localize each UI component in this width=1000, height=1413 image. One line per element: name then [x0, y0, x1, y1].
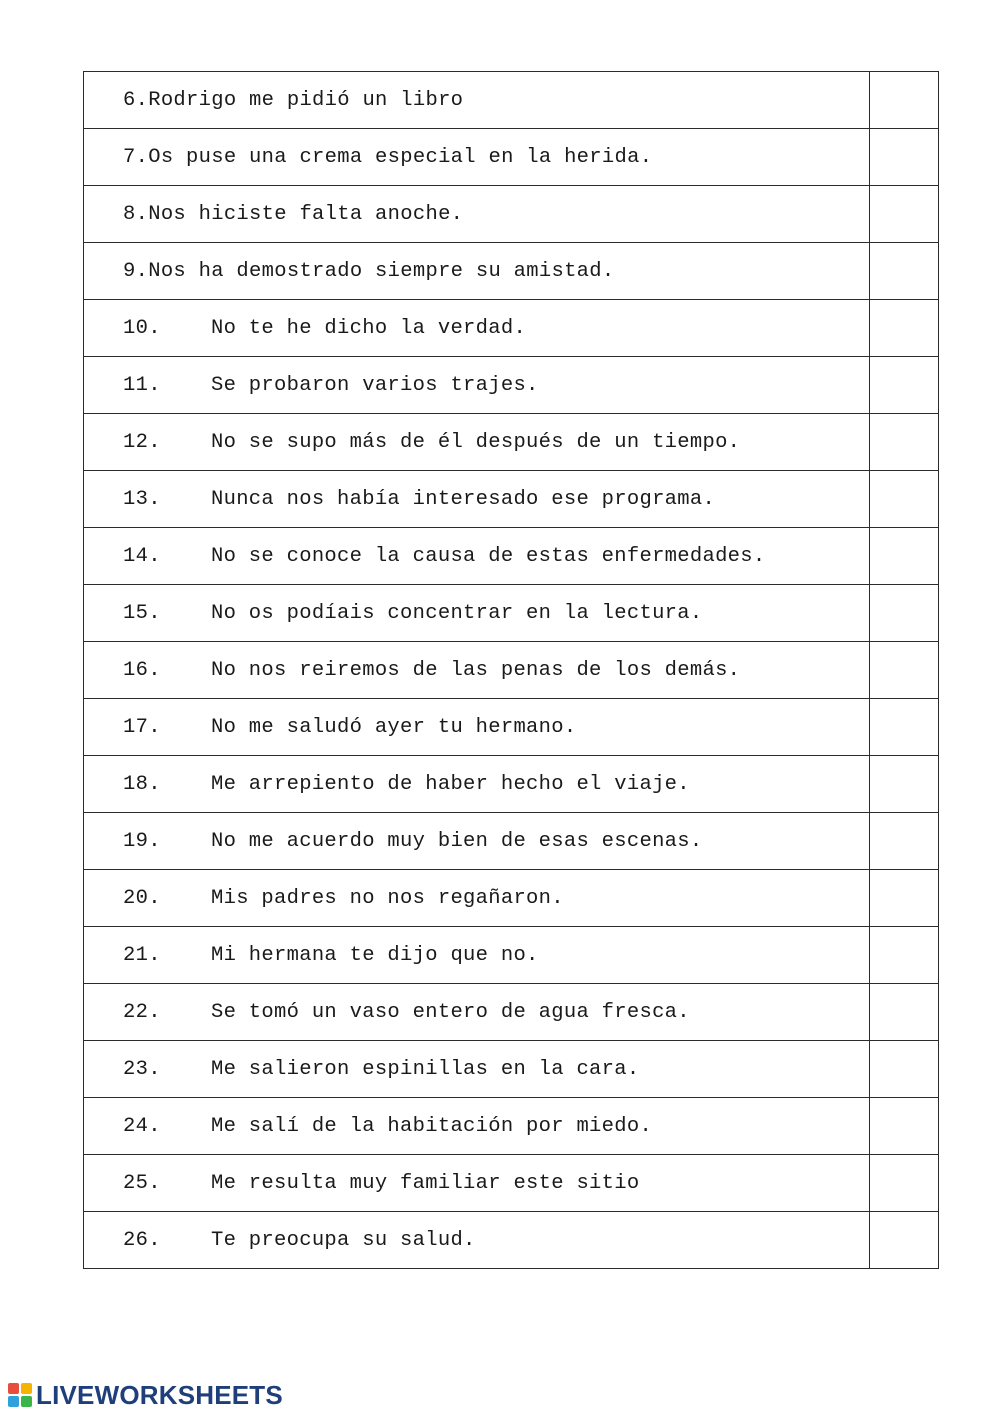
answer-box[interactable] — [870, 813, 939, 870]
exercise-sentence-cell — [84, 129, 870, 186]
logo-blocks-icon — [8, 1383, 32, 1407]
exercise-sentence-cell — [84, 471, 870, 528]
exercise-text: No se conoce la causa de estas enfermedades. — [211, 544, 766, 568]
answer-box[interactable] — [870, 585, 939, 642]
exercise-sentence — [84, 830, 869, 853]
exercise-text: No nos reiremos de las penas de los demás. — [211, 658, 741, 682]
exercise-text: Te preocupa su salud. — [211, 1228, 476, 1252]
exercise-sentence — [84, 1115, 869, 1138]
exercise-number: 18. — [123, 772, 161, 796]
exercise-sentence-cell — [84, 984, 870, 1041]
exercise-number: 25. — [123, 1171, 161, 1195]
exercise-sentence — [84, 659, 869, 682]
logo-block-red — [8, 1383, 19, 1394]
exercise-text: Mis padres no nos regañaron. — [211, 886, 564, 910]
exercise-row — [84, 984, 939, 1041]
exercise-row — [84, 1155, 939, 1212]
exercise-sentence — [84, 89, 869, 112]
answer-box[interactable] — [870, 186, 939, 243]
exercise-number: 15. — [123, 601, 161, 625]
exercise-row — [84, 585, 939, 642]
exercise-number: 17. — [123, 715, 161, 739]
exercise-number: 8. — [123, 202, 149, 226]
exercise-text: Rodrigo me pidió un libro — [148, 88, 464, 112]
exercise-row — [84, 186, 939, 243]
exercise-number: 14. — [123, 544, 161, 568]
exercise-sentence-cell — [84, 357, 870, 414]
exercise-sentence-cell — [84, 528, 870, 585]
exercise-text: Me resulta muy familiar este sitio — [211, 1171, 640, 1195]
exercise-sentence-cell — [84, 813, 870, 870]
exercise-sentence — [84, 887, 869, 910]
exercise-row — [84, 300, 939, 357]
answer-box[interactable] — [870, 72, 939, 129]
exercise-table-body — [84, 72, 939, 1269]
answer-box[interactable] — [870, 1212, 939, 1269]
answer-box[interactable] — [870, 1155, 939, 1212]
exercise-sentence — [84, 203, 869, 226]
exercise-sentence-cell — [84, 870, 870, 927]
answer-box[interactable] — [870, 642, 939, 699]
exercise-number: 12. — [123, 430, 161, 454]
exercise-number: 16. — [123, 658, 161, 682]
exercise-text: Me salí de la habitación por miedo. — [211, 1114, 653, 1138]
exercise-sentence — [84, 431, 869, 454]
exercise-row — [84, 414, 939, 471]
exercise-sentence — [84, 146, 869, 169]
exercise-table — [83, 71, 939, 1269]
exercise-row — [84, 243, 939, 300]
exercise-row — [84, 756, 939, 813]
answer-box[interactable] — [870, 243, 939, 300]
answer-box[interactable] — [870, 357, 939, 414]
exercise-row — [84, 357, 939, 414]
exercise-number: 10. — [123, 316, 161, 340]
exercise-text: No se supo más de él después de un tiempo. — [211, 430, 741, 454]
logo-block-blue — [8, 1396, 19, 1407]
exercise-sentence-cell — [84, 1098, 870, 1155]
exercise-sentence-cell — [84, 756, 870, 813]
answer-box[interactable] — [870, 1098, 939, 1155]
exercise-number: 22. — [123, 1000, 161, 1024]
exercise-row — [84, 1098, 939, 1155]
exercise-sentence-cell — [84, 1212, 870, 1269]
answer-box[interactable] — [870, 471, 939, 528]
answer-box[interactable] — [870, 699, 939, 756]
exercise-sentence — [84, 716, 869, 739]
exercise-row — [84, 129, 939, 186]
exercise-sentence-cell — [84, 1155, 870, 1212]
exercise-number: 23. — [123, 1057, 161, 1081]
answer-box[interactable] — [870, 129, 939, 186]
exercise-sentence-cell — [84, 72, 870, 129]
answer-box[interactable] — [870, 870, 939, 927]
exercise-row — [84, 72, 939, 129]
logo-block-green — [21, 1396, 32, 1407]
exercise-text: Se tomó un vaso entero de agua fresca. — [211, 1000, 690, 1024]
exercise-sentence — [84, 1058, 869, 1081]
exercise-text: No me acuerdo muy bien de esas escenas. — [211, 829, 703, 853]
exercise-text: Se probaron varios trajes. — [211, 373, 539, 397]
exercise-row — [84, 471, 939, 528]
answer-box[interactable] — [870, 528, 939, 585]
exercise-number: 21. — [123, 943, 161, 967]
answer-box[interactable] — [870, 927, 939, 984]
exercise-row — [84, 1212, 939, 1269]
exercise-row — [84, 699, 939, 756]
liveworksheets-logo — [8, 1381, 283, 1409]
answer-box[interactable] — [870, 300, 939, 357]
exercise-number: 11. — [123, 373, 161, 397]
exercise-sentence — [84, 374, 869, 397]
exercise-sentence-cell — [84, 414, 870, 471]
exercise-text: Me arrepiento de haber hecho el viaje. — [211, 772, 690, 796]
exercise-sentence — [84, 260, 869, 283]
answer-box[interactable] — [870, 756, 939, 813]
exercise-sentence — [84, 317, 869, 340]
exercise-text: Nos hiciste falta anoche. — [148, 202, 464, 226]
exercise-sentence — [84, 944, 869, 967]
exercise-number: 9. — [123, 259, 149, 283]
exercise-sentence-cell — [84, 1041, 870, 1098]
exercise-sentence — [84, 1172, 869, 1195]
exercise-text: No me saludó ayer tu hermano. — [211, 715, 577, 739]
exercise-number: 26. — [123, 1228, 161, 1252]
exercise-number: 19. — [123, 829, 161, 853]
exercise-row — [84, 870, 939, 927]
exercise-row — [84, 927, 939, 984]
exercise-row — [84, 813, 939, 870]
exercise-number: 24. — [123, 1114, 161, 1138]
exercise-sentence-cell — [84, 585, 870, 642]
exercise-sentence-cell — [84, 642, 870, 699]
exercise-text: Nos ha demostrado siempre su amistad. — [148, 259, 615, 283]
exercise-sentence — [84, 602, 869, 625]
exercise-sentence-cell — [84, 186, 870, 243]
exercise-number: 13. — [123, 487, 161, 511]
exercise-sentence — [84, 1229, 869, 1252]
logo-block-yellow — [21, 1383, 32, 1394]
exercise-text: Nunca nos había interesado ese programa. — [211, 487, 716, 511]
exercise-sentence — [84, 488, 869, 511]
exercise-sentence — [84, 773, 869, 796]
answer-box[interactable] — [870, 984, 939, 1041]
exercise-text: Os puse una crema especial en la herida. — [148, 145, 653, 169]
exercise-row — [84, 528, 939, 585]
exercise-text: Me salieron espinillas en la cara. — [211, 1057, 640, 1081]
exercise-text: No te he dicho la verdad. — [211, 316, 527, 340]
exercise-number: 20. — [123, 886, 161, 910]
exercise-sentence — [84, 545, 869, 568]
exercise-text: No os podíais concentrar en la lectura. — [211, 601, 703, 625]
exercise-sentence — [84, 1001, 869, 1024]
exercise-sentence-cell — [84, 927, 870, 984]
exercise-sentence-cell — [84, 300, 870, 357]
answer-box[interactable] — [870, 1041, 939, 1098]
exercise-row — [84, 1041, 939, 1098]
exercise-sentence-cell — [84, 699, 870, 756]
answer-box[interactable] — [870, 414, 939, 471]
exercise-number: 7. — [123, 145, 149, 169]
exercise-sentence-cell — [84, 243, 870, 300]
exercise-row — [84, 642, 939, 699]
exercise-text: Mi hermana te dijo que no. — [211, 943, 539, 967]
logo-text: LIVEWORKSHEETS — [36, 1379, 283, 1410]
exercise-number: 6. — [123, 88, 149, 112]
